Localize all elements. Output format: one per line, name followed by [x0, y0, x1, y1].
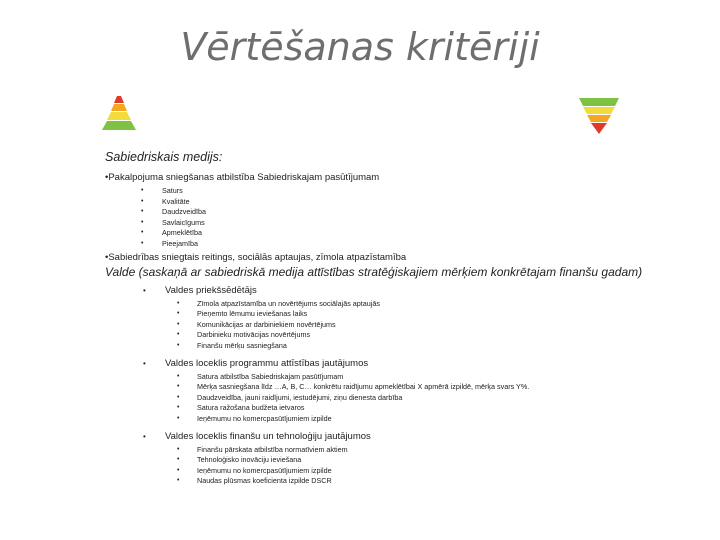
list-item: • Kvalitāte: [105, 197, 695, 208]
section-programs: • Valdes loceklis programmu attīstības jautājumos: [105, 358, 695, 370]
list-item: • Zīmola atpazīstamība un novērtējums sociālajās aptaujās: [105, 299, 695, 310]
slide-title: Vērtēšanas kritēriji: [180, 25, 540, 69]
list-item: • Satura ražošana budžeta ietvaros: [105, 403, 695, 414]
list-item: • Darbinieku motivācijas novērtējums: [105, 330, 695, 341]
list-item: • Pieņemto lēmumu ieviešanas laiks: [105, 309, 695, 320]
section-chairman: • Valdes priekšsēdētājs: [105, 285, 695, 297]
list-item: • Daudzveidība, jauni raidījumi, iestudējumi, ziņu dienesta darbība: [105, 393, 695, 404]
chairman-criteria-list: [105, 299, 695, 352]
section-finance: • Valdes loceklis finanšu un tehnoloģiju jautājumos: [105, 431, 695, 443]
point-rating: •Sabiedrības sniegtais reitings, sociālās aptaujas, zīmola atpazīstamība: [105, 251, 407, 263]
list-item: • Mērķa sasniegšana līdz …A, B, C… konkrētu raidījumu apmeklētībai X apmērā izpildē, mērķa svars Y%.: [105, 382, 695, 393]
board-heading: Valde (saskaņā ar sabiedriskā medija attīstības stratēģiskajiem mērķiem konkrētajam finanšu gadam): [105, 264, 643, 279]
list-item: • Tehnoloģisko inovāciju ieviešana: [105, 455, 695, 466]
list-item: • Ieņēmumu no komercpasūtījumiem izpilde: [105, 466, 695, 477]
list-item: • Pieejamība: [105, 239, 695, 250]
section-heading: Sabiedriskais medijs:: [105, 150, 223, 164]
list-item: • Satura atbilstība Sabiedriskajam pasūtījumam: [105, 372, 695, 383]
list-item: • Apmeklētība: [105, 228, 695, 239]
list-item: • Naudas plūsmas koeficienta izpilde DSCR: [105, 476, 695, 487]
list-item: • Daudzveidība: [105, 207, 695, 218]
service-criteria-list: [105, 186, 695, 250]
inverted-pyramid-icon: [577, 96, 621, 138]
list-item: • Finanšu pārskata atbilstība normatīviem aktiem: [105, 445, 695, 456]
list-item: • Finanšu mērķu sasniegšana: [105, 341, 695, 352]
list-item: • Komunikācijas ar darbiniekiem novērtējums: [105, 320, 695, 331]
finance-criteria-list: [105, 445, 695, 487]
point-service: •Pakalpojuma sniegšanas atbilstība Sabiedriskajam pasūtījumam: [105, 172, 380, 183]
slide-content: [105, 150, 695, 487]
list-item: • Saturs: [105, 186, 695, 197]
list-item: • Savlaicīgums: [105, 218, 695, 229]
list-item: • Ieņēmumu no komercpasūtījumiem izpilde: [105, 414, 695, 425]
pyramid-icon: [95, 94, 143, 134]
programs-criteria-list: [105, 372, 695, 425]
